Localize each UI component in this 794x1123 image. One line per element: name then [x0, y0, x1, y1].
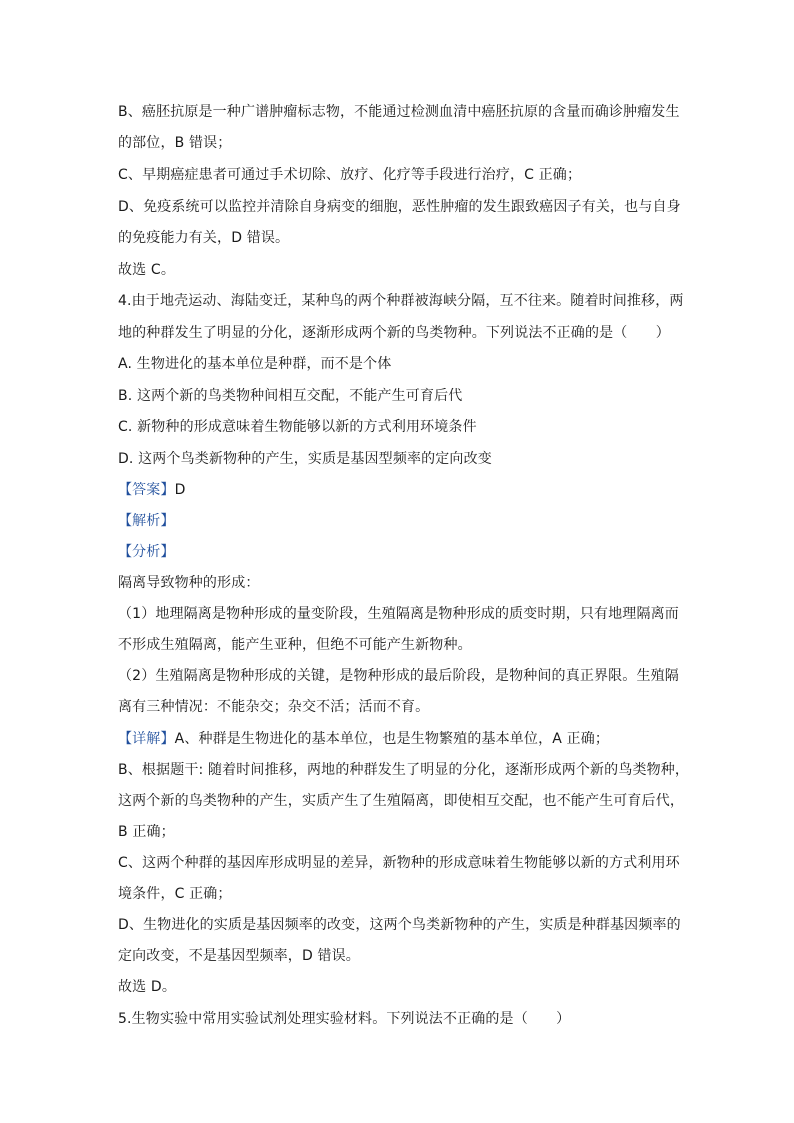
detail-option-c-line-1: C、这两个种群的基因库形成明显的差异，新物种的形成意味着生物能够以新的方式利用环	[118, 855, 680, 871]
question-4-stem-line-1: 4.由于地壳运动、海陆变迁，某种鸟的两个种群被海峡分隔，互不往来。随着时间推移，两	[118, 293, 684, 309]
detail-option-b-line-2: 这两个新的鸟类物种的产生，实质产生了生殖隔离，即使相互交配，也不能产生可育后代，	[118, 793, 684, 809]
question-4-stem-line-2: 地的种群发生了明显的分化，逐渐形成两个新的鸟类物种。下列说法不正确的是（ ）	[118, 325, 670, 341]
answer-choice-c: 故选 C。	[118, 262, 175, 278]
question-4-option-d: D. 这两个鸟类新物种的产生，实质是基因型频率的定向改变	[118, 451, 492, 467]
question-4-option-c: C. 新物种的形成意味着生物能够以新的方式利用环境条件	[118, 419, 477, 435]
explanation-tag: 【解析】	[118, 513, 175, 529]
analysis-intro: 隔离导致物种的形成：	[118, 575, 260, 591]
option-b-explanation-line-2: 的部位，B 错误；	[118, 135, 232, 151]
analysis-tag: 【分析】	[118, 544, 175, 560]
question-4-option-a: A. 生物进化的基本单位是种群，而不是个体	[118, 356, 392, 372]
question-4-option-b: B. 这两个新的鸟类物种间相互交配，不能产生可育后代	[118, 388, 463, 404]
detail-option-d-line-2: 定向改变，不是基因型频率，D 错误。	[118, 948, 360, 964]
detail-option-b-line-1: B、根据题干: 随着时间推移，两地的种群发生了明显的分化，逐渐形成两个新的鸟类物种，	[118, 762, 690, 778]
detail-option-b-line-3: B 正确；	[118, 824, 175, 840]
answer-value: D	[174, 482, 186, 498]
analysis-point-1-line-2: 不形成生殖隔离，能产生亚种，但绝不可能产生新物种。	[118, 637, 472, 653]
question-5-stem: 5.生物实验中常用实验试剂处理实验材料。下列说法不正确的是（ ）	[118, 1011, 571, 1027]
detail-tag: 【详解】	[118, 731, 175, 747]
detail-row	[118, 729, 609, 749]
detail-option-d-line-1: D、生物进化的实质是基因频率的改变，这两个鸟类新物种的产生，实质是种群基因频率的	[118, 917, 681, 933]
option-d-explanation-line-2: 的免疫能力有关，D 错误。	[118, 230, 290, 246]
detail-option-a: A、种群是生物进化的基本单位，也是生物繁殖的基本单位，A 正确；	[174, 731, 610, 747]
detail-option-c-line-2: 境条件，C 正确；	[118, 886, 232, 902]
analysis-point-2-line-1: （2）生殖隔离是物种形成的关键，是物种形成的最后阶段，是物种间的真正界限。生殖隔	[118, 668, 679, 684]
analysis-point-2-line-2: 离有三种情况：不能杂交；杂交不活；活而不育。	[118, 699, 430, 715]
answer-row	[118, 480, 186, 500]
option-d-explanation-line-1: D、免疫系统可以监控并清除自身病变的细胞，恶性肿瘤的发生跟致癌因子有关，也与自身	[118, 199, 681, 215]
option-b-explanation-line-1: B、癌胚抗原是一种广谱肿瘤标志物，不能通过检测血清中癌胚抗原的含量而确诊肿瘤发生	[118, 104, 680, 120]
answer-tag: 【答案】	[118, 482, 175, 498]
option-c-explanation: C、早期癌症患者可通过手术切除、放疗、化疗等手段进行治疗，C 正确；	[118, 167, 582, 183]
analysis-point-1-line-1: （1）地理隔离是物种形成的量变阶段，生殖隔离是物种形成的质变时期，只有地理隔离而	[118, 606, 679, 622]
answer-choice-d: 故选 D。	[118, 979, 176, 995]
